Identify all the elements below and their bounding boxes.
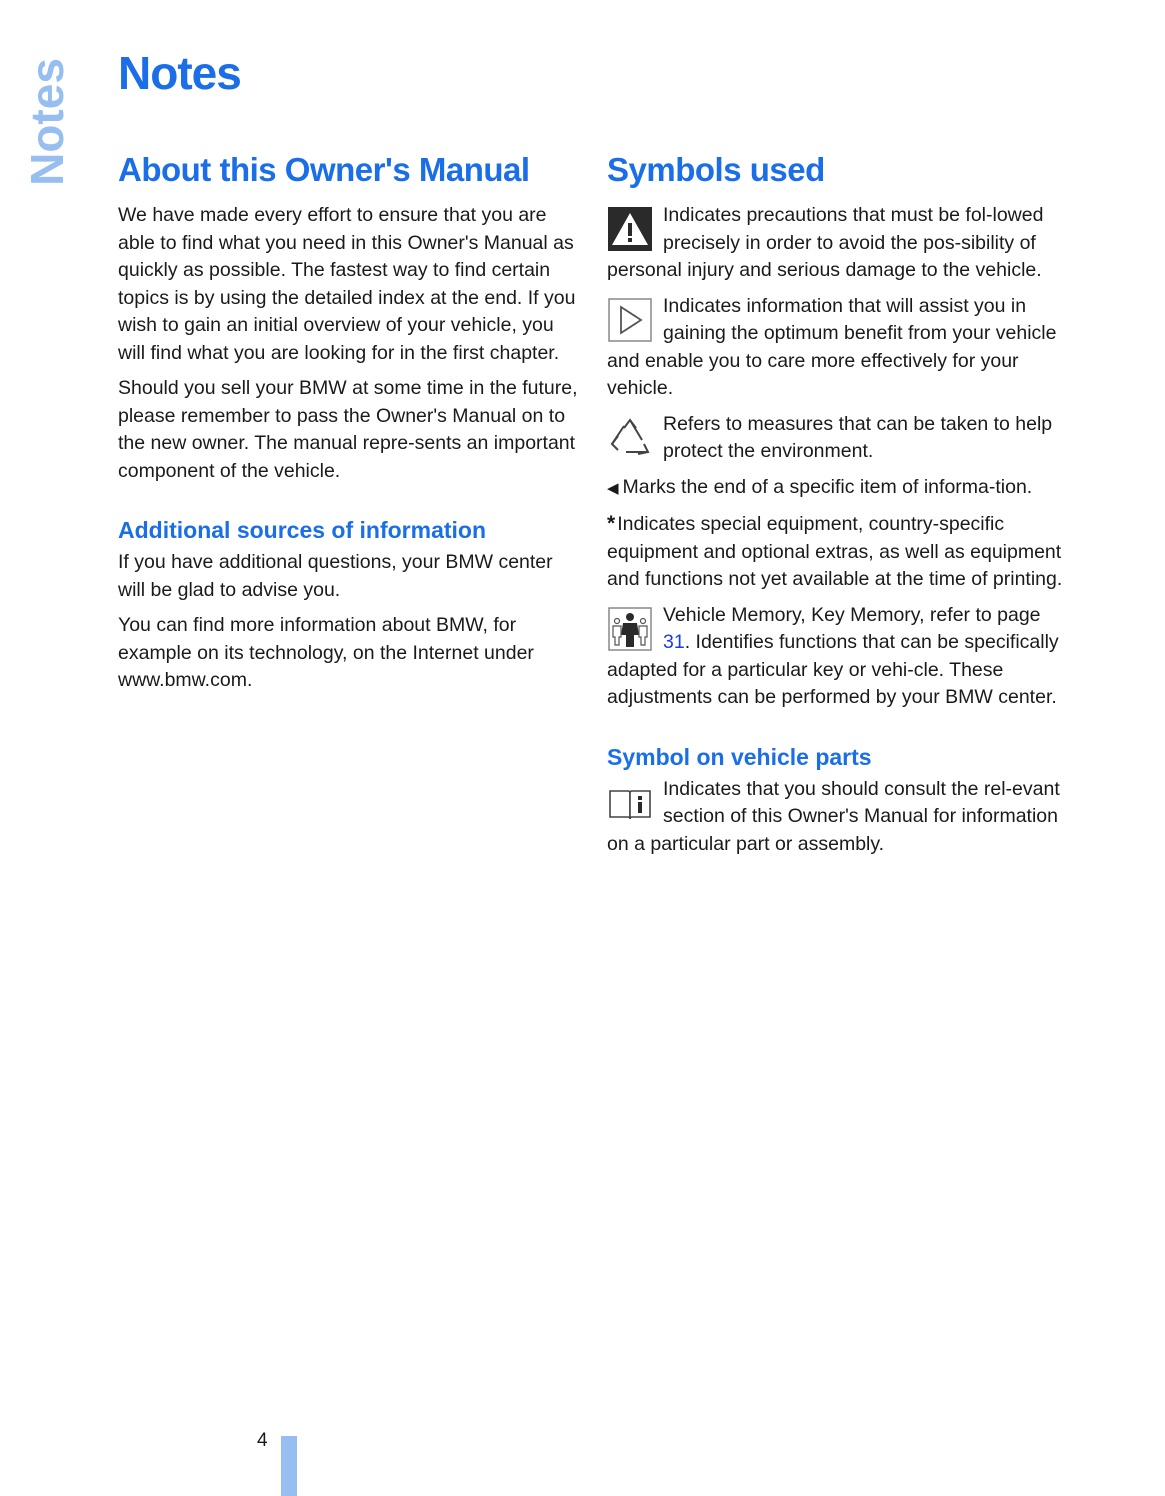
symbol-note-text: Indicates information that will assist you in gaining the optimum benefit from your vehicle and enable you to care more effectively for your vehicle.	[607, 294, 1057, 399]
about-manual-paragraph-1: We have made every effort to ensure that you are able to find what you need in this Owner's Manual as quickly as possible. The fastest way to find certain topics is by using the detailed index at the end. If you wish to gain an initial overview of your vehicle, you will find what you are looking for in the first chapter.	[118, 204, 576, 364]
symbol-environment-entry	[607, 411, 1067, 466]
right-column	[607, 150, 1067, 866]
additional-sources-paragraph-2: You can find more information about BMW, for example on its technology, on the Internet under www.bmw.com.	[118, 614, 534, 691]
symbol-memory-text-after: . Identifies functions that can be specifically adapted for a particular key or vehi-cle. These adjustments can be performed by your BMW center.	[607, 631, 1059, 708]
additional-sources-paragraph-1: If you have additional questions, your BMW center will be glad to advise you.	[118, 551, 553, 601]
recycle-icon	[607, 415, 653, 461]
page-number-bar	[281, 1436, 297, 1496]
additional-sources-heading: Additional sources of information	[118, 517, 487, 543]
note-arrow-icon	[607, 297, 653, 343]
symbol-special-equipment-text: Indicates special equipment, country-specific equipment and optional extras, as well as equipment and functions not yet available at the time of printing.	[607, 513, 1063, 590]
vehicle-memory-icon	[607, 606, 653, 652]
asterisk-icon: *	[607, 512, 616, 535]
left-column	[118, 150, 580, 703]
symbol-on-vehicle-parts-heading: Symbol on vehicle parts	[607, 743, 872, 770]
page-title: Notes	[118, 47, 241, 99]
side-chapter-tab	[22, 52, 72, 192]
side-chapter-tab-label: Notes	[21, 58, 73, 186]
symbol-end-mark-text: Marks the end of a specific item of informa-tion.	[622, 475, 1033, 498]
symbol-vehicle-parts-entry	[607, 776, 1067, 859]
symbol-vehicle-parts-text: Indicates that you should consult the rel-evant section of this Owner's Manual for information on a particular part or assembly.	[607, 777, 1060, 855]
symbol-memory-text	[607, 602, 1067, 712]
about-manual-heading: About this Owner's Manual	[118, 151, 530, 188]
symbol-note-entry	[607, 293, 1067, 403]
page-31-link[interactable]: 31	[663, 631, 685, 653]
symbol-end-mark-entry	[607, 474, 1067, 503]
symbol-memory-entry	[607, 602, 1067, 712]
symbols-used-heading: Symbols used	[607, 151, 825, 188]
about-manual-paragraph-2: Should you sell your BMW at some time in the future, please remember to pass the Owner's Manual on to the new owner. The manual repre-sents an important component of the vehicle.	[118, 377, 578, 482]
end-mark-icon: ◀	[607, 479, 619, 497]
page-number: 4	[257, 1430, 268, 1451]
symbol-special-equipment-entry	[607, 510, 1067, 594]
symbol-environment-text: Refers to measures that can be taken to help protect the environment.	[663, 412, 1053, 462]
symbol-warning-entry	[607, 202, 1067, 285]
warning-triangle-icon	[607, 206, 653, 252]
owners-manual-book-icon	[607, 780, 653, 826]
symbol-warning-text: Indicates precautions that must be fol-lowed precisely in order to avoid the pos-sibility of personal injury and serious damage to the vehicle.	[607, 204, 1044, 281]
symbol-memory-text-before: Vehicle Memory, Key Memory, refer to page	[663, 603, 1041, 626]
